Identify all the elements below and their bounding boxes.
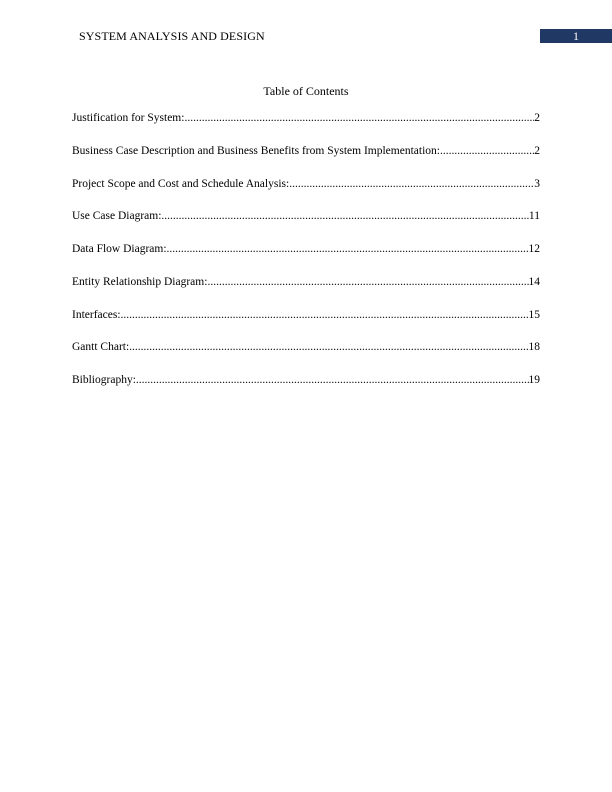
table-of-contents: [72, 111, 540, 406]
toc-title: Table of Contents: [263, 84, 349, 98]
toc-dot-leader: [136, 373, 529, 387]
toc-entry-page: 12: [528, 243, 540, 255]
toc-entry-business-case[interactable]: [72, 144, 540, 158]
toc-entry-page: 19: [528, 374, 540, 386]
toc-entry-page: 2: [534, 112, 540, 124]
toc-dot-leader: [207, 275, 528, 289]
toc-entry-project-scope[interactable]: [72, 177, 540, 191]
toc-entry-label: Bibliography:: [72, 374, 136, 386]
toc-entry-use-case-diagram[interactable]: [72, 209, 540, 223]
toc-dot-leader: [440, 144, 534, 158]
toc-entry-label: Business Case Description and Business Benefits from System Implementation:: [72, 144, 440, 157]
toc-entry-page: 3: [534, 177, 540, 190]
toc-entry-page: 15: [528, 308, 540, 321]
toc-dot-leader: [167, 242, 529, 256]
toc-entry-gantt-chart[interactable]: [72, 340, 540, 354]
toc-entry-label: Justification for System:: [72, 112, 185, 124]
toc-entry-interfaces[interactable]: [72, 308, 540, 322]
toc-dot-leader: [129, 340, 528, 354]
toc-dot-leader: [121, 308, 529, 322]
toc-dot-leader: [161, 209, 529, 223]
toc-entry-bibliography[interactable]: [72, 373, 540, 387]
toc-entry-label: Project Scope and Cost and Schedule Analysis:: [72, 177, 290, 190]
toc-entry-data-flow-diagram[interactable]: [72, 242, 540, 256]
toc-entry-label: Gantt Chart:: [72, 341, 130, 354]
toc-entry-label: Interfaces:: [72, 308, 121, 321]
toc-entry-page: 18: [528, 341, 540, 354]
toc-entry-page: 2: [534, 144, 540, 157]
running-head-title: SYSTEM ANALYSIS AND DESIGN: [79, 29, 265, 43]
toc-entry-page: 11: [528, 210, 540, 223]
toc-entry-label: Entity Relationship Diagram:: [72, 275, 208, 288]
toc-entry-label: Use Case Diagram:: [72, 210, 162, 223]
toc-entry-label: Data Flow Diagram:: [72, 243, 167, 255]
toc-dot-leader: [184, 111, 534, 125]
toc-entry-entity-relationship-diagram[interactable]: [72, 275, 540, 289]
toc-entry-page: 14: [528, 275, 540, 288]
toc-entry-justification[interactable]: [72, 111, 540, 125]
toc-dot-leader: [289, 177, 534, 191]
page-number-badge: 1: [540, 29, 612, 43]
